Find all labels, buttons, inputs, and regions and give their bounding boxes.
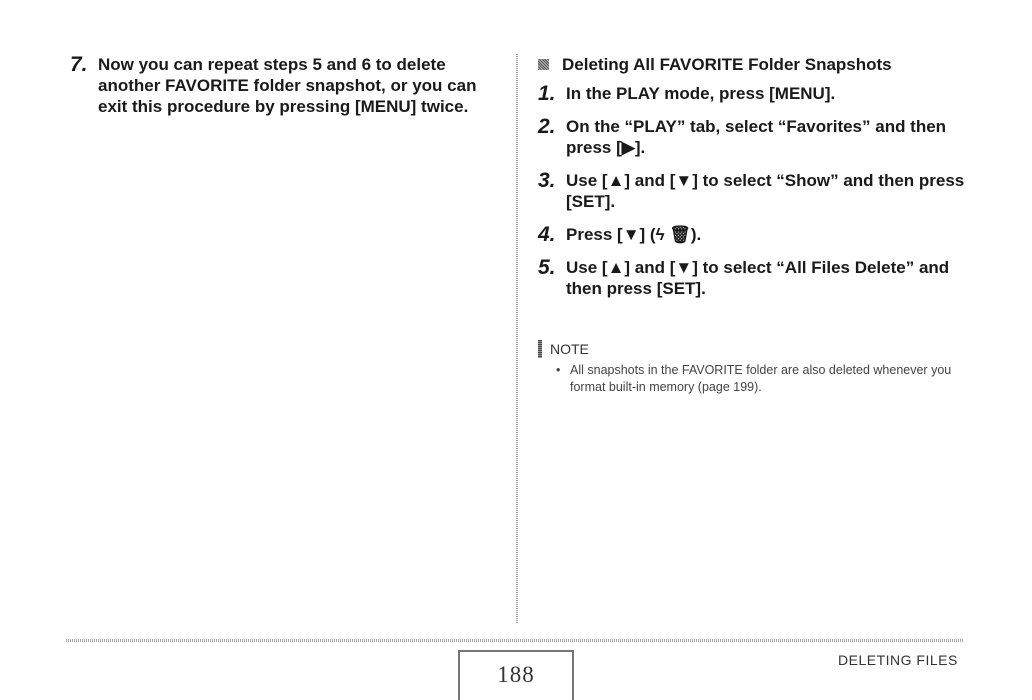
left-column — [70, 54, 490, 129]
step-text: In the PLAY mode, press [MENU]. — [566, 84, 836, 103]
step-text: Press [▼] (ϟ 🗑). — [566, 225, 702, 244]
step-number: 7. — [70, 53, 88, 76]
step-text: Use [▲] and [▼] to select “All Files Delete” and then press [SET]. — [566, 258, 950, 298]
step-number: 2. — [538, 115, 556, 138]
step-text: Use [▲] and [▼] to select “Show” and then press [SET]. — [566, 171, 965, 211]
note-heading — [538, 340, 958, 358]
step-text: Now you can repeat steps 5 and 6 to delete another FAVORITE folder snapshot, or you can exit this procedure by pressing [MENU] twice. — [98, 55, 477, 116]
footer-divider — [66, 639, 964, 642]
section-heading-text: Deleting All FAVORITE Folder Snapshots — [562, 55, 892, 74]
column-divider — [516, 54, 518, 624]
step-text: On the “PLAY” tab, select “Favorites” and then press [▶]. — [566, 117, 947, 157]
step-3 — [538, 170, 978, 212]
note-bar-icon — [538, 340, 542, 358]
step-4 — [538, 224, 978, 245]
note-heading-text: NOTE — [550, 341, 589, 357]
step-2 — [538, 116, 978, 158]
step-number: 5. — [538, 256, 556, 279]
footer-section-title: DELETING FILES — [838, 652, 958, 668]
square-bullet-icon — [538, 59, 549, 70]
note-box — [538, 340, 958, 396]
step-7 — [70, 54, 490, 117]
step-5 — [538, 257, 978, 299]
page-number: 188 — [497, 662, 535, 687]
bullet-icon: • — [556, 363, 561, 377]
step-1 — [538, 83, 978, 104]
step-number: 4. — [538, 223, 556, 246]
section-heading — [538, 54, 978, 75]
note-item — [538, 362, 958, 396]
right-column — [538, 54, 978, 311]
page-number-box — [458, 650, 574, 700]
step-number: 3. — [538, 169, 556, 192]
step-number: 1. — [538, 82, 556, 105]
note-text: All snapshots in the FAVORITE folder are also deleted whenever you format built-in memory (page 199). — [570, 363, 952, 394]
